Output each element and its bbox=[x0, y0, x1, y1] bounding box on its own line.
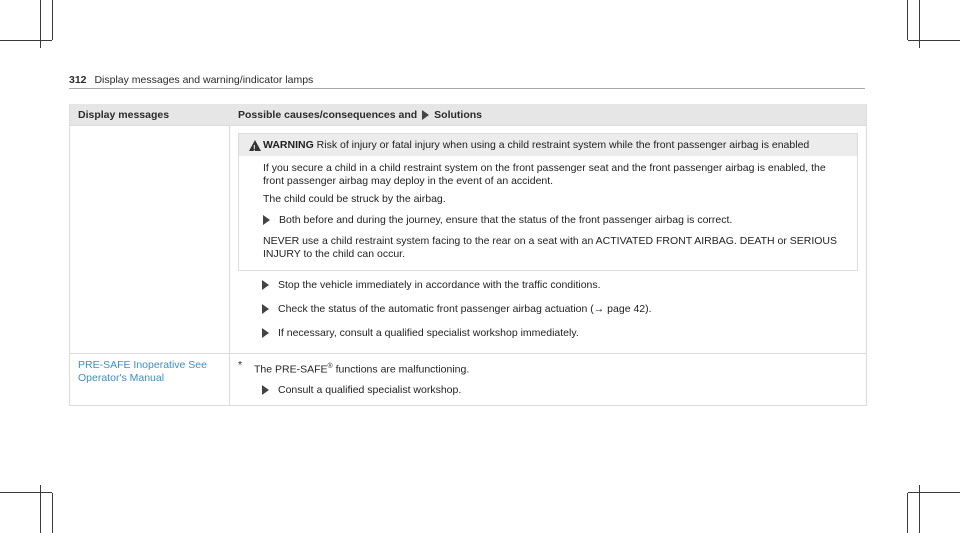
page-header bbox=[69, 74, 313, 86]
cause-cell bbox=[230, 126, 866, 353]
cause-suffix: functions are malfunctioning. bbox=[332, 363, 470, 376]
registered-mark: ® bbox=[327, 363, 333, 370]
message-cell: PRE-SAFE Inoperative See Operator's Manual bbox=[70, 354, 230, 405]
crop-mark bbox=[907, 0, 908, 40]
warning-step-text: Both before and during the journey, ensure that the status of the front passenger airbag is correct. bbox=[279, 214, 733, 226]
play-arrow-icon bbox=[422, 110, 429, 120]
play-arrow-icon bbox=[262, 304, 269, 314]
crop-mark bbox=[0, 40, 52, 41]
play-arrow-icon bbox=[262, 385, 269, 395]
footnote-star: * bbox=[238, 359, 243, 371]
crop-mark bbox=[908, 40, 960, 41]
page-title: Display messages and warning/indicator lamps bbox=[94, 74, 314, 86]
play-arrow-icon bbox=[262, 280, 269, 290]
cause-prefix: The PRE-SAFE bbox=[254, 363, 328, 376]
col-header-messages: Display messages bbox=[78, 109, 170, 121]
step-text: Check the status of the automatic front passenger airbag actuation (→ page 42). bbox=[278, 303, 652, 315]
warning-label: WARNING bbox=[263, 139, 314, 151]
warning-paragraph: The child could be struck by the airbag. bbox=[263, 193, 446, 205]
message-cell bbox=[70, 126, 230, 353]
solution-list bbox=[238, 377, 858, 405]
list-item bbox=[262, 327, 858, 340]
page-number: 312 bbox=[69, 74, 87, 86]
warning-triangle-icon bbox=[249, 140, 261, 151]
crop-mark bbox=[52, 0, 53, 40]
step-text: If necessary, consult a qualified specialist workshop immediately. bbox=[278, 327, 579, 339]
step-text: Consult a qualified specialist workshop. bbox=[278, 383, 462, 396]
warning-headline: Risk of injury or fatal injury when using a child restraint system while the front passenger airbag is enabled bbox=[316, 139, 810, 151]
cause-cell bbox=[230, 354, 866, 405]
solution-list bbox=[238, 271, 858, 353]
warning-box bbox=[238, 133, 858, 271]
col-header-causes-label: Possible causes/consequences and bbox=[238, 109, 418, 121]
crop-mark bbox=[908, 492, 960, 493]
header-divider bbox=[69, 88, 865, 89]
crop-mark bbox=[0, 492, 52, 493]
list-item bbox=[262, 303, 858, 316]
col-header-solutions-label: Solutions bbox=[434, 109, 483, 121]
crop-mark bbox=[907, 493, 908, 533]
list-item bbox=[262, 279, 858, 292]
table-header bbox=[70, 104, 866, 125]
warning-step bbox=[263, 214, 849, 227]
messages-table bbox=[69, 104, 867, 406]
play-arrow-icon bbox=[262, 328, 269, 338]
warning-body bbox=[239, 156, 857, 270]
crop-mark bbox=[52, 493, 53, 533]
cause-text bbox=[238, 359, 858, 377]
play-arrow-icon bbox=[263, 215, 270, 225]
list-item bbox=[262, 384, 858, 397]
table-row bbox=[70, 125, 866, 353]
warning-header bbox=[239, 134, 857, 156]
table-row bbox=[70, 353, 866, 405]
warning-paragraph: If you secure a child in a child restraint system on the front passenger seat and the front passenger airbag is enabled, the front passenger airbag may deploy in the event of an accident. bbox=[263, 162, 826, 187]
col-header-causes bbox=[230, 104, 866, 125]
warning-paragraph: NEVER use a child restraint system facing to the rear on a seat with an ACTIVATED FRONT AIRBAG. DEATH or SERIOUS INJURY to the child can occur. bbox=[263, 235, 838, 260]
step-text: Stop the vehicle immediately in accordance with the traffic conditions. bbox=[278, 279, 601, 291]
